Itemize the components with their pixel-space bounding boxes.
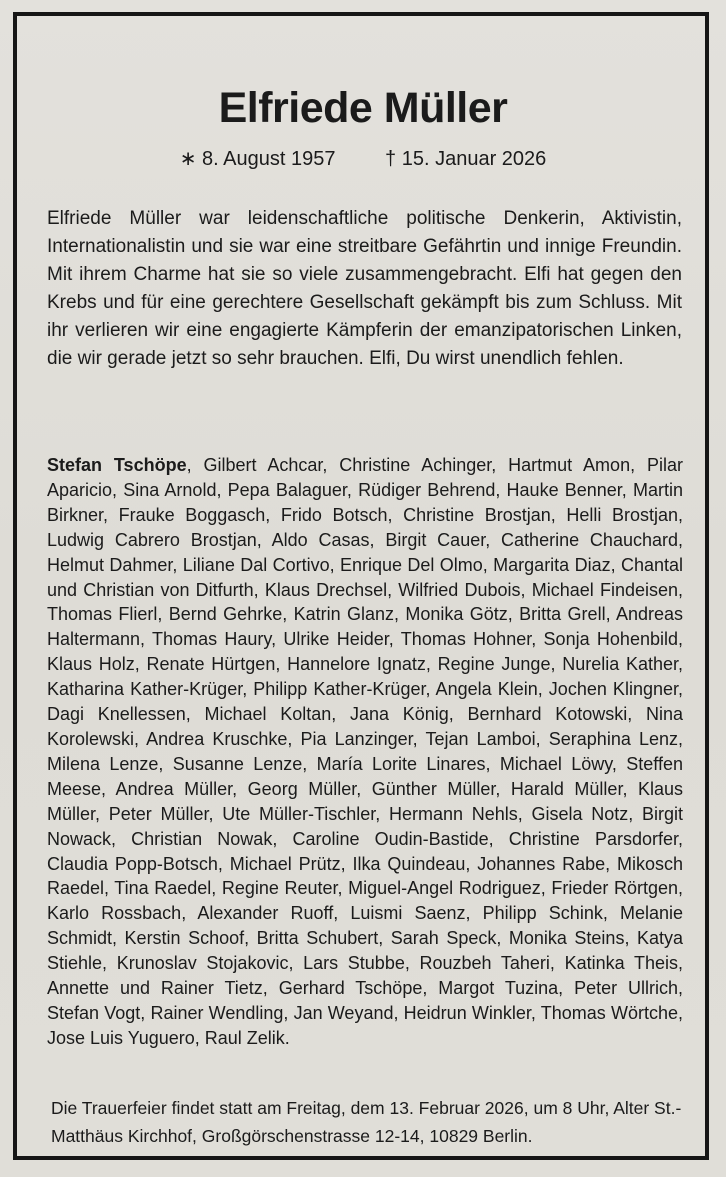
tribute-text: Elfriede Müller war leidenschaftliche politische Denkerin, Aktivistin, Internationalistin und sie war eine streitbare Gefährtin und innige Freundin. Mit ihrem Charme hat sie so viele zusammengebracht. Elfi hat gegen den Krebs und für eine gerechtere Gesellschaft gekämpft bis zum Schluss. Mit ihr verlieren wir eine engagierte Kämpferin der emanzipatorischen Linken, die wir gerade jetzt so sehr brauchen. Elfi, Du wirst unendlich fehlen.: [47, 208, 682, 369]
birth-date: ∗ 8. August 1957: [179, 148, 336, 170]
life-dates: [0, 146, 726, 171]
deceased-name: Elfriede Müller: [218, 84, 508, 132]
mourners-list: [47, 453, 683, 1051]
mourner-names: , Gilbert Achcar, Christine Achinger, Hartmut Amon, Pilar Aparicio, Sina Arnold, Pepa Balaguer, Rüdiger Behrend, Hauke Benner, Martin Birkner, Frauke Boggasch, Frido Botsch, Christine Brostjan, Helli Brostjan, Ludwig Cabrero Brostjan, Aldo Casas, Birgit Cauer, Catherine Chauchard, Helmut Dahmer, Liliane Dal Cortivo, Enrique Del Olmo, Margarita Diaz, Chantal und Christian von Ditfurth, Klaus Drechsel, Wilfried Dubois, Michael Findeisen, Thomas Flierl, Bernd Gehrke, Katrin Glanz, Monika Götz, Britta Grell, Andreas Haltermann, Thomas Haury, Ulrike Heider, Thomas Hohner, Sonja Hohenbild, Klaus Holz, Renate Hürtgen, Hannelore Ignatz, Regine Junge, Nurelia Kather, Katharina Kather-Krüger, Philipp Kather-Krüger, Angela Klein, Jochen Klingner, Dagi Knellessen, Michael Koltan, Jana König, Bernhard Kotowski, Nina Korolewski, Andrea Kruschke, Pia Lanzinger, Tejan Lamboi, Seraphina Lenz, Milena Lenze, Susanne Lenze, María Lorite Linares, Michael Löwy, Steffen Meese, Andrea Müller, Georg Müller, Günther Müller, Harald Müller, Klaus Müller, Peter Müller, Ute Müller-Tischler, Hermann Nehls, Gisela Notz, Birgit Nowack, Christian Nowak, Caroline Oudin-Bastide, Christine Parsdorfer, Claudia Popp-Botsch, Michael Prütz, Ilka Quindeau, Johannes Rabe, Mikosch Raedel, Tina Raedel, Regine Reuter, Miguel-Angel Rodriguez, Frieder Rörtgen, Karlo Rossbach, Alexander Ruoff, Luismi Saenz, Philipp Schink, Melanie Schmidt, Kerstin Schoof, Britta Schubert, Sarah Speck, Monika Steins, Katya Stiehle, Krunoslav Stojakovic, Lars Stubbe, Rouzbeh Taheri, Katinka Theis, Annette und Rainer Tietz, Gerhard Tschöpe, Margot Tuzina, Peter Ullrich, Stefan Vogt, Rainer Wendling, Jan Weyand, Heidrun Winkler, Thomas Wörtche, Jose Luis Yuguero, Raul Zelik.: [47, 455, 683, 1048]
death-date: † 15. Januar 2026: [385, 148, 547, 170]
first-mourner: Stefan Tschöpe: [47, 455, 187, 475]
funeral-service-info: Die Trauerfeier findet statt am Freitag, dem 13. Februar 2026, um 8 Uhr, Alter St.-Matthäus Kirchhof, Großgörschenstrasse 12-14, 10829 Berlin.: [51, 1098, 682, 1146]
